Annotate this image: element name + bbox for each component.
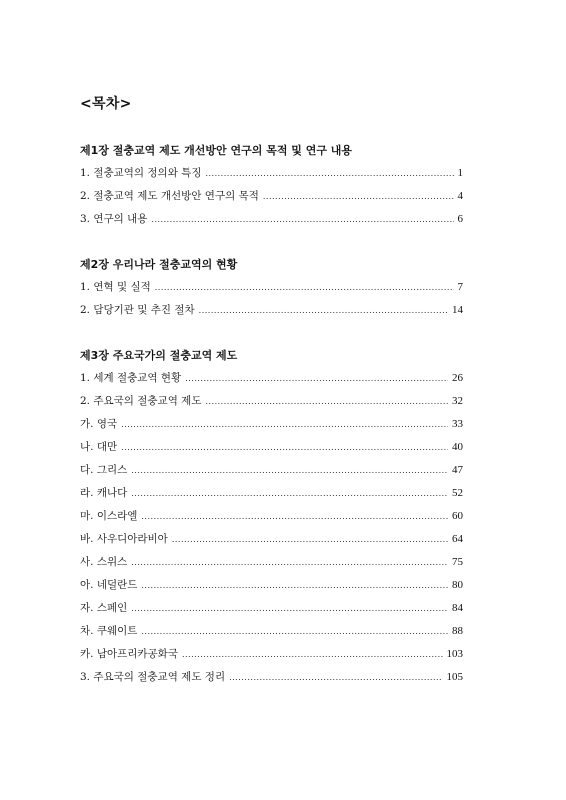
toc-entry-page: 6: [457, 213, 463, 225]
toc-entry[interactable]: [80, 439, 463, 455]
toc-entry-page: 33: [452, 418, 463, 430]
toc-entry-page: 26: [452, 372, 463, 384]
toc-entry[interactable]: [80, 600, 463, 616]
toc-entry[interactable]: [80, 462, 463, 478]
toc-entry-label: 다. 그리스: [80, 464, 128, 476]
toc-entry-page: 4: [457, 190, 463, 202]
toc-entry-label: 카. 남아프리카공화국: [80, 648, 178, 660]
toc-entry-label: 2. 주요국의 절충교역 제도: [80, 395, 202, 407]
toc-entry[interactable]: [80, 302, 463, 318]
toc-entry-label: 바. 사우디아라비아: [80, 533, 168, 545]
toc-entry[interactable]: [80, 370, 463, 386]
toc-entry[interactable]: [80, 554, 463, 570]
toc-entry-label: 가. 영국: [80, 418, 118, 430]
toc-entry[interactable]: [80, 623, 463, 639]
dot-leader: [151, 215, 453, 224]
toc-entry-label: 1. 연혁 및 실적: [80, 281, 151, 293]
toc-entry-label: 2. 절충교역 제도 개선방안 연구의 목적: [80, 190, 259, 202]
toc-entry[interactable]: [80, 393, 463, 409]
dot-leader: [141, 581, 448, 590]
toc-entry[interactable]: [80, 577, 463, 593]
toc-entry-label: 2. 담당기관 및 추진 절차: [80, 304, 195, 316]
toc-entry[interactable]: [80, 188, 463, 204]
toc-entry-page: 60: [452, 510, 463, 522]
toc-entry-page: 84: [452, 602, 463, 614]
toc-entry-page: 32: [452, 395, 463, 407]
toc-entry[interactable]: [80, 211, 463, 227]
toc-entry-label: 3. 연구의 내용: [80, 213, 148, 225]
toc-entry[interactable]: [80, 531, 463, 547]
toc-entry-page: 40: [452, 441, 463, 453]
dot-leader: [205, 169, 453, 178]
toc-entry[interactable]: [80, 416, 463, 432]
toc-entry-page: 103: [446, 648, 463, 660]
toc-entry[interactable]: [80, 279, 463, 295]
chapter-heading: 제2장 우리나라 절충교역의 현황: [80, 258, 238, 271]
toc-entry-page: 52: [452, 487, 463, 499]
chapter-heading: 제3장 주요국가의 절충교역 제도: [80, 349, 238, 362]
dot-leader: [121, 443, 448, 452]
toc-entry-label: 아. 네덜란드: [80, 579, 138, 591]
toc-entry[interactable]: [80, 485, 463, 501]
dot-leader: [155, 283, 454, 292]
toc-entry[interactable]: [80, 646, 463, 662]
toc-entry-label: 1. 세계 절충교역 현황: [80, 372, 182, 384]
toc-entry-page: 88: [452, 625, 463, 637]
dot-leader: [131, 604, 448, 613]
dot-leader: [141, 512, 448, 521]
toc-entry-label: 사. 스위스: [80, 556, 128, 568]
dot-leader: [131, 558, 448, 567]
toc-entry-page: 64: [452, 533, 463, 545]
dot-leader: [205, 397, 448, 406]
dot-leader: [121, 420, 448, 429]
dot-leader: [229, 673, 442, 682]
toc-entry-label: 자. 스페인: [80, 602, 128, 614]
toc-entry-page: 80: [452, 579, 463, 591]
dot-leader: [182, 650, 443, 659]
toc-entry[interactable]: [80, 669, 463, 685]
toc-entry[interactable]: [80, 508, 463, 524]
toc-entry-page: 1: [457, 167, 463, 179]
toc-entry-label: 1. 절충교역의 정의와 특징: [80, 167, 202, 179]
dot-leader: [185, 374, 448, 383]
toc-entry-label: 차. 쿠웨이트: [80, 625, 138, 637]
toc-entry-label: 라. 캐나다: [80, 487, 128, 499]
toc-entry-page: 75: [452, 556, 463, 568]
chapter-heading: 제1장 절충교역 제도 개선방안 연구의 목적 및 연구 내용: [80, 144, 353, 157]
dot-leader: [141, 627, 448, 636]
toc-entry-page: 47: [452, 464, 463, 476]
toc-entry[interactable]: [80, 165, 463, 181]
toc-entry-label: 마. 이스라엘: [80, 510, 138, 522]
toc-entry-page: 14: [452, 304, 463, 316]
dot-leader: [131, 466, 448, 475]
toc-entry-page: 105: [446, 671, 463, 683]
toc-entry-label: 나. 대만: [80, 441, 118, 453]
toc-title: <목차>: [80, 96, 132, 112]
dot-leader: [131, 489, 448, 498]
dot-leader: [263, 192, 454, 201]
dot-leader: [199, 306, 448, 315]
toc-entry-label: 3. 주요국의 절충교역 제도 정리: [80, 671, 226, 683]
toc-entry-page: 7: [457, 281, 463, 293]
dot-leader: [172, 535, 448, 544]
